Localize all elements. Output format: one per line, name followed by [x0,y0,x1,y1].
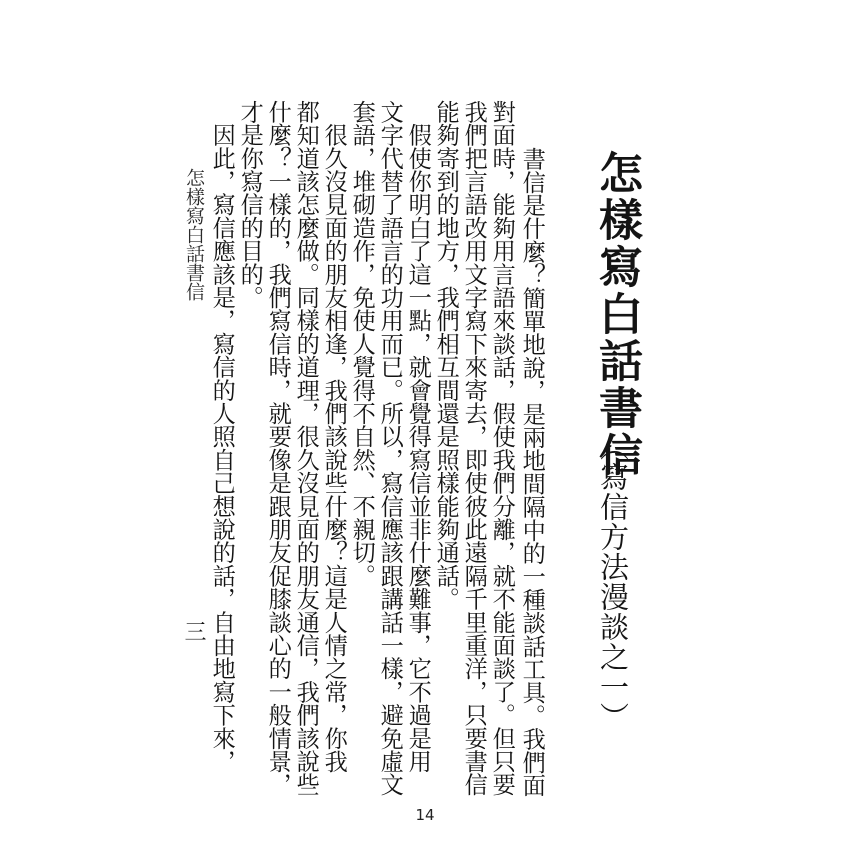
text-column: 對面時，能夠用言語來談話，假使我們分離，就不能面談了。但只要 [488,100,516,796]
text-column: 才是你寫信的目的。 [236,100,264,309]
text-column: 我們把言語改用文字寫下來寄去，即使彼此遠隔千里重洋，只要書信 [460,100,488,796]
folio-number: 三 [181,620,206,642]
page-title: 怎樣寫白話書信 [591,150,642,479]
text-column: 能夠寄到的地方，我們相互間還是照樣能夠通話。 [432,100,460,611]
text-column: 什麼？一樣的，我們寫信時，就要像是跟朋友促膝談心的一般情景， [264,100,292,796]
running-head: 怎樣寫白話書信 [183,168,205,301]
text-column: 假使你明白了這一點，就會覺得寫信並非什麼難事，它不過是用 [404,100,432,773]
text-column: 因此，寫信應該是，寫信的人照自己想說的話，自由地寫下來， [208,100,236,773]
text-column: 文字代替了語言的功用而已。所以，寫信應該跟講話一樣，避免虛文 [376,100,404,796]
page-number: 14 [415,806,435,824]
text-column: 套語，堆砌造作，免使人覺得不自然、不親切。 [348,100,376,588]
text-column: 書信是什麼？簡單地說，是兩地間隔中的一種談話工具。我們面 [518,124,546,797]
text-column: 都知道該怎麼做。同樣的道理，很久沒見面的朋友通信，我們該說些 [292,100,320,796]
page-subtitle: （寫信方法漫談之一） [596,432,630,732]
text-column: 很久沒見面的朋友相逢，我們該說些什麼？這是人情之常，你我 [320,100,348,773]
